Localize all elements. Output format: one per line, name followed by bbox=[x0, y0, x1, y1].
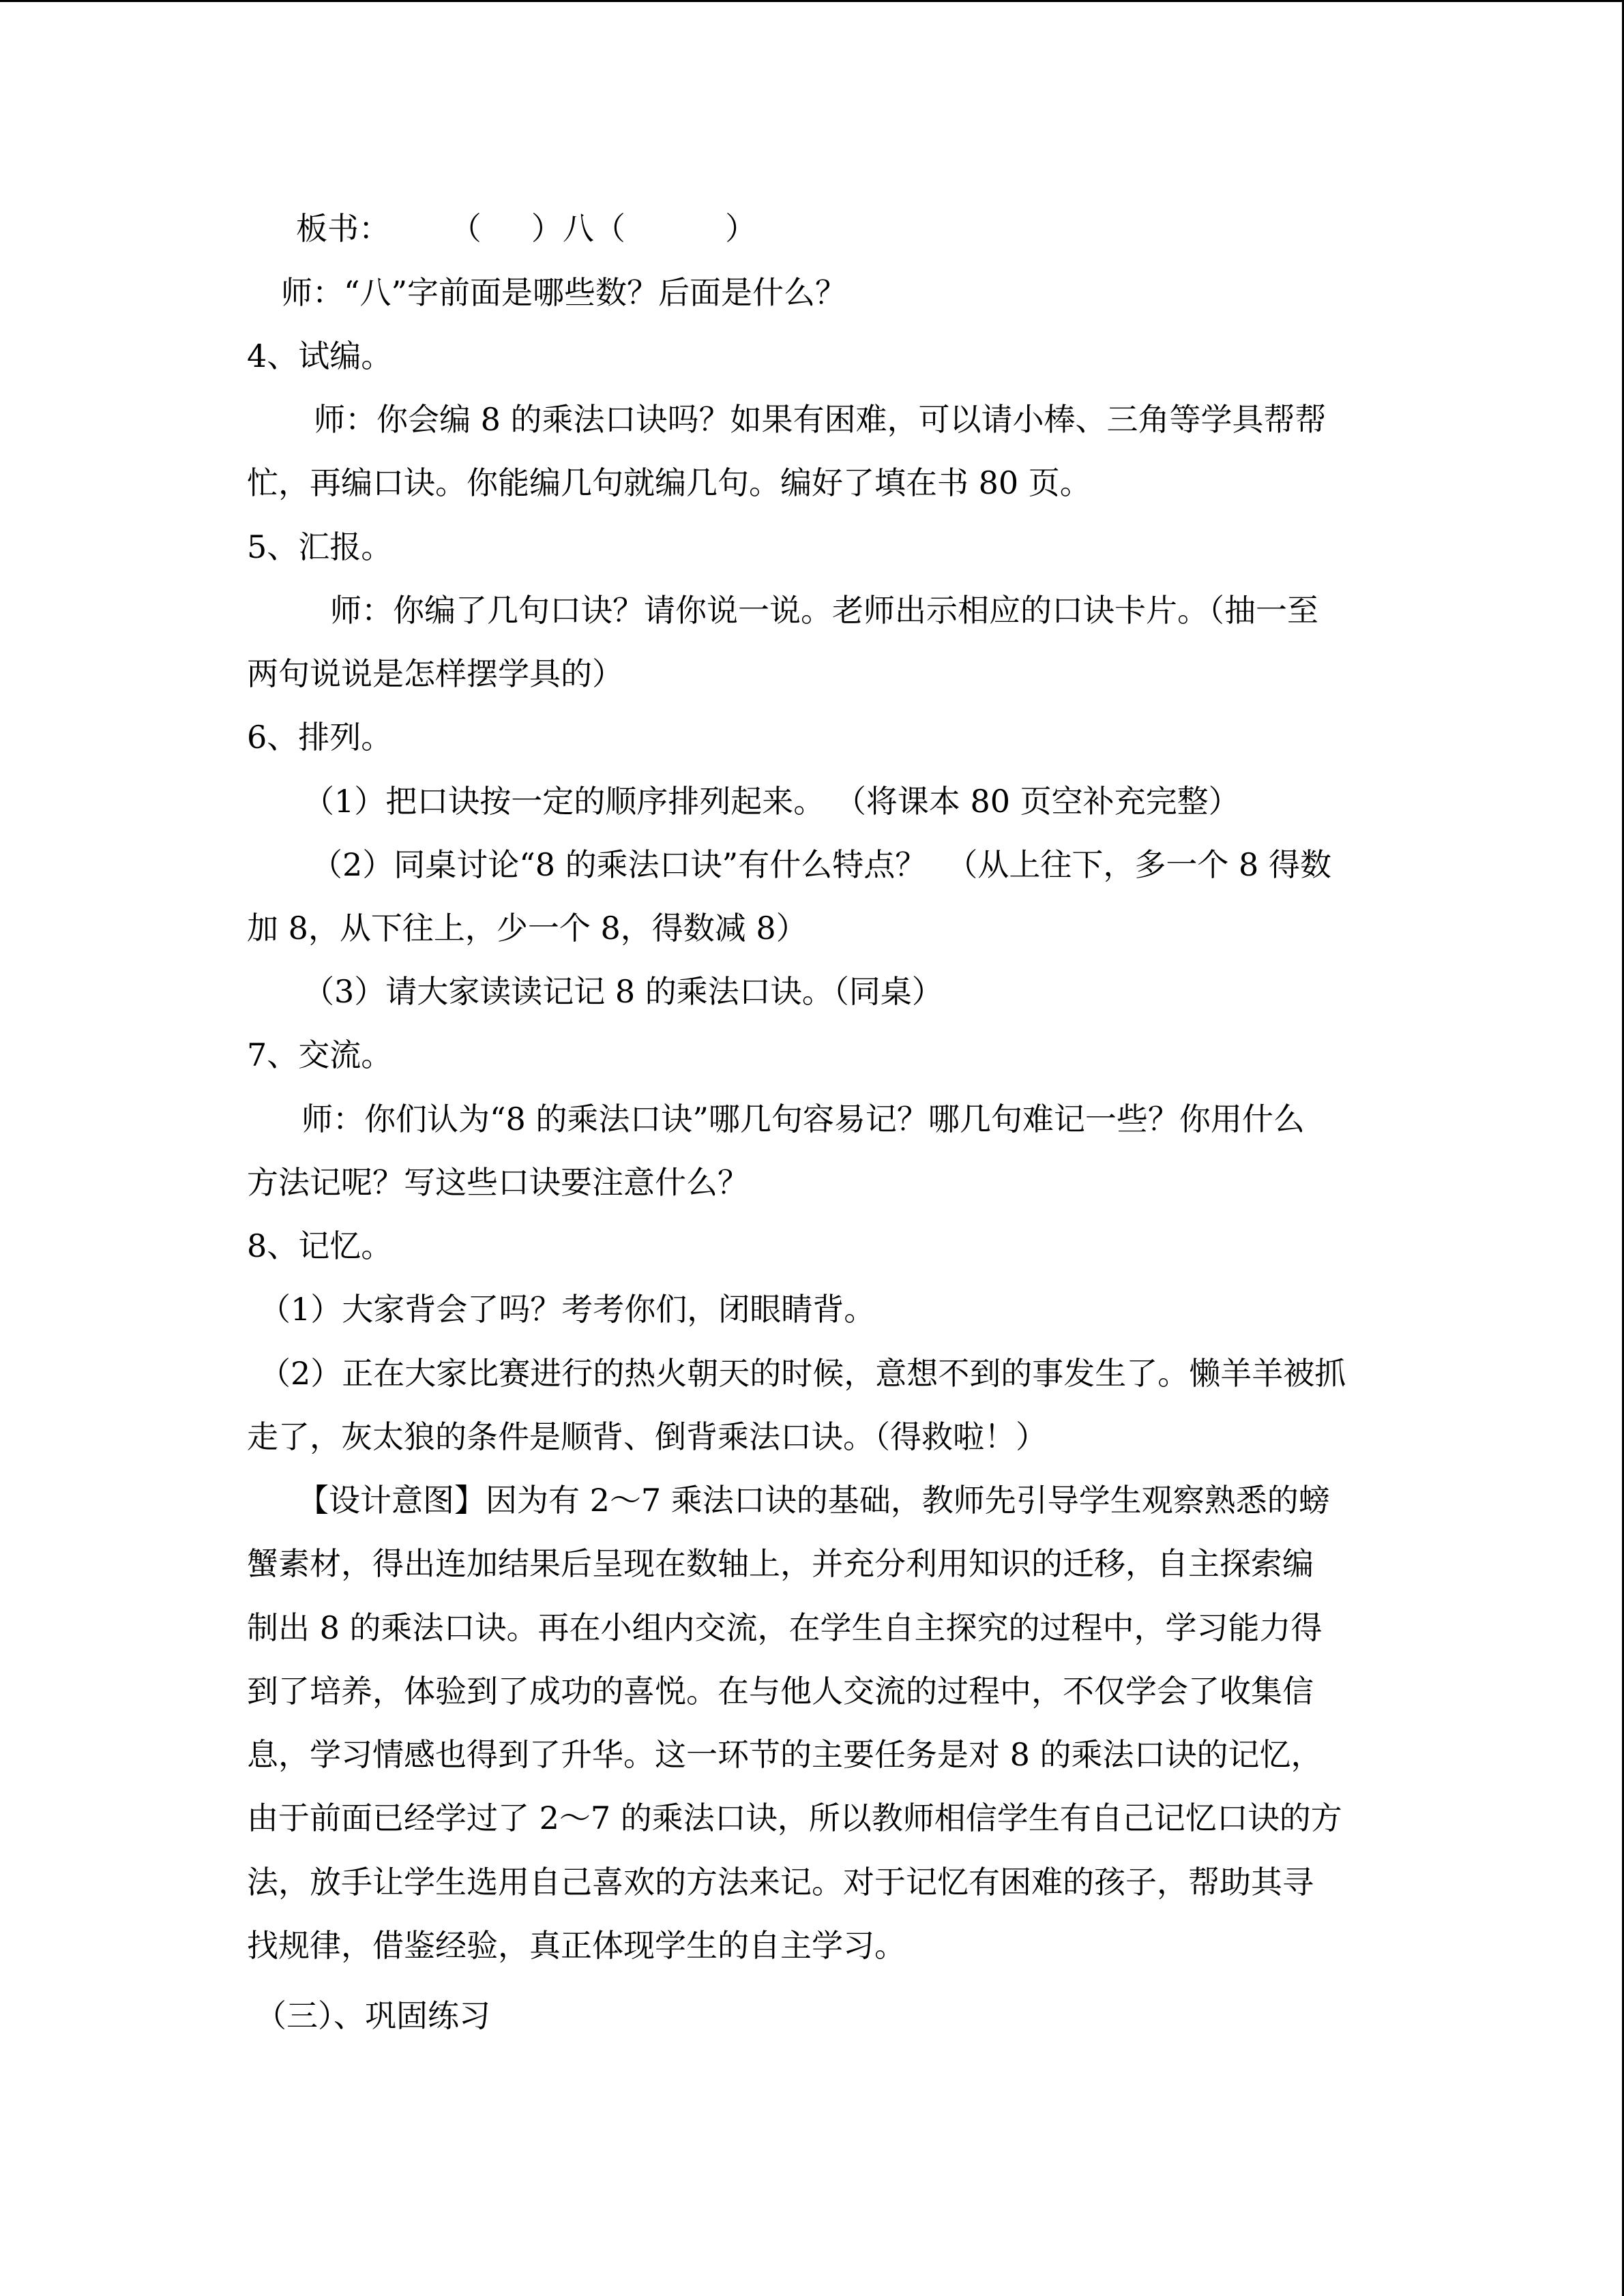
design-intent-line: 法，放手让学生选用自己喜欢的方法来记。对于记忆有困难的孩子，帮助其寻 bbox=[247, 1864, 1314, 1900]
design-intent-line: 【设计意图】因为有 2～7 乘法口诀的基础，教师先引导学生观察熟悉的螃 bbox=[297, 1482, 1330, 1519]
paragraph-line: 走了，灰太狼的条件是顺背、倒背乘法口诀。（得救啦！） bbox=[247, 1418, 1047, 1455]
design-intent-line: 息，学习情感也得到了升华。这一环节的主要任务是对 8 的乘法口诀的记忆， bbox=[247, 1736, 1323, 1773]
board-writing-line: 板书： （ ）八（ ） bbox=[296, 210, 757, 247]
teacher-question-line: 师：“八”字前面是哪些数？后面是什么？ bbox=[281, 274, 847, 311]
list-item: （1）把口诀按一定的顺序排列起来。 （将课本 80 页空补充完整） bbox=[303, 783, 1240, 820]
paragraph-line: 加 8，从下往上，少一个 8，得数减 8） bbox=[247, 910, 808, 946]
section-heading-memory: 8、记忆。 bbox=[247, 1227, 393, 1264]
list-item: （3）请大家读读记记 8 的乘法口诀。（同桌） bbox=[303, 973, 943, 1010]
section-heading-exchange: 7、交流。 bbox=[247, 1037, 393, 1073]
paragraph-line: 师：你会编 8 的乘法口诀吗？如果有困难，可以请小棒、三角等学具帮帮 bbox=[314, 401, 1327, 438]
section-heading-arrange: 6、排列。 bbox=[247, 719, 393, 756]
paragraph-line: 忙，再编口诀。你能编几句就编几句。编好了填在书 80 页。 bbox=[247, 464, 1091, 501]
section-heading-trial: 4、试编。 bbox=[247, 338, 393, 374]
design-intent-line: 蟹素材，得出连加结果后呈现在数轴上，并充分利用知识的迁移，自主探索编 bbox=[247, 1545, 1314, 1582]
paragraph-line: 师：你们认为“8 的乘法口诀”哪几句容易记？哪几句难记一些？你用什么 bbox=[301, 1101, 1305, 1137]
section-heading-report: 5、汇报。 bbox=[247, 528, 393, 565]
list-item: （2）正在大家比赛进行的热火朝天的时候，意想不到的事发生了。懒羊羊被抓 bbox=[259, 1355, 1346, 1392]
list-item: （2）同桌讨论“8 的乘法口诀”有什么特点？ （从上往下，多一个 8 得数 bbox=[311, 846, 1331, 883]
design-intent-line: 到了培养，体验到了成功的喜悦。在与他人交流的过程中，不仅学会了收集信 bbox=[247, 1673, 1314, 1710]
page-border-top bbox=[0, 0, 1624, 2]
paragraph-line: 两句说说是怎样摆学具的） bbox=[247, 655, 623, 692]
paragraph-line: 师：你编了几句口诀？请你说一说。老师出示相应的口诀卡片。（抽一至 bbox=[330, 592, 1318, 629]
design-intent-line: 由于前面已经学过了 2～7 的乘法口诀，所以教师相信学生有自己记忆口诀的方 bbox=[247, 1800, 1342, 1836]
paragraph-line: 方法记呢？写这些口诀要注意什么？ bbox=[247, 1164, 749, 1201]
design-intent-line: 找规律，借鉴经验，真正体现学生的自主学习。 bbox=[247, 1927, 906, 1964]
list-item: （1）大家背会了吗？考考你们，闭眼睛背。 bbox=[259, 1291, 876, 1328]
section-heading-practice: （三）、巩固练习 bbox=[255, 1997, 490, 2034]
design-intent-line: 制出 8 的乘法口诀。再在小组内交流，在学生自主探究的过程中，学习能力得 bbox=[247, 1609, 1323, 1646]
